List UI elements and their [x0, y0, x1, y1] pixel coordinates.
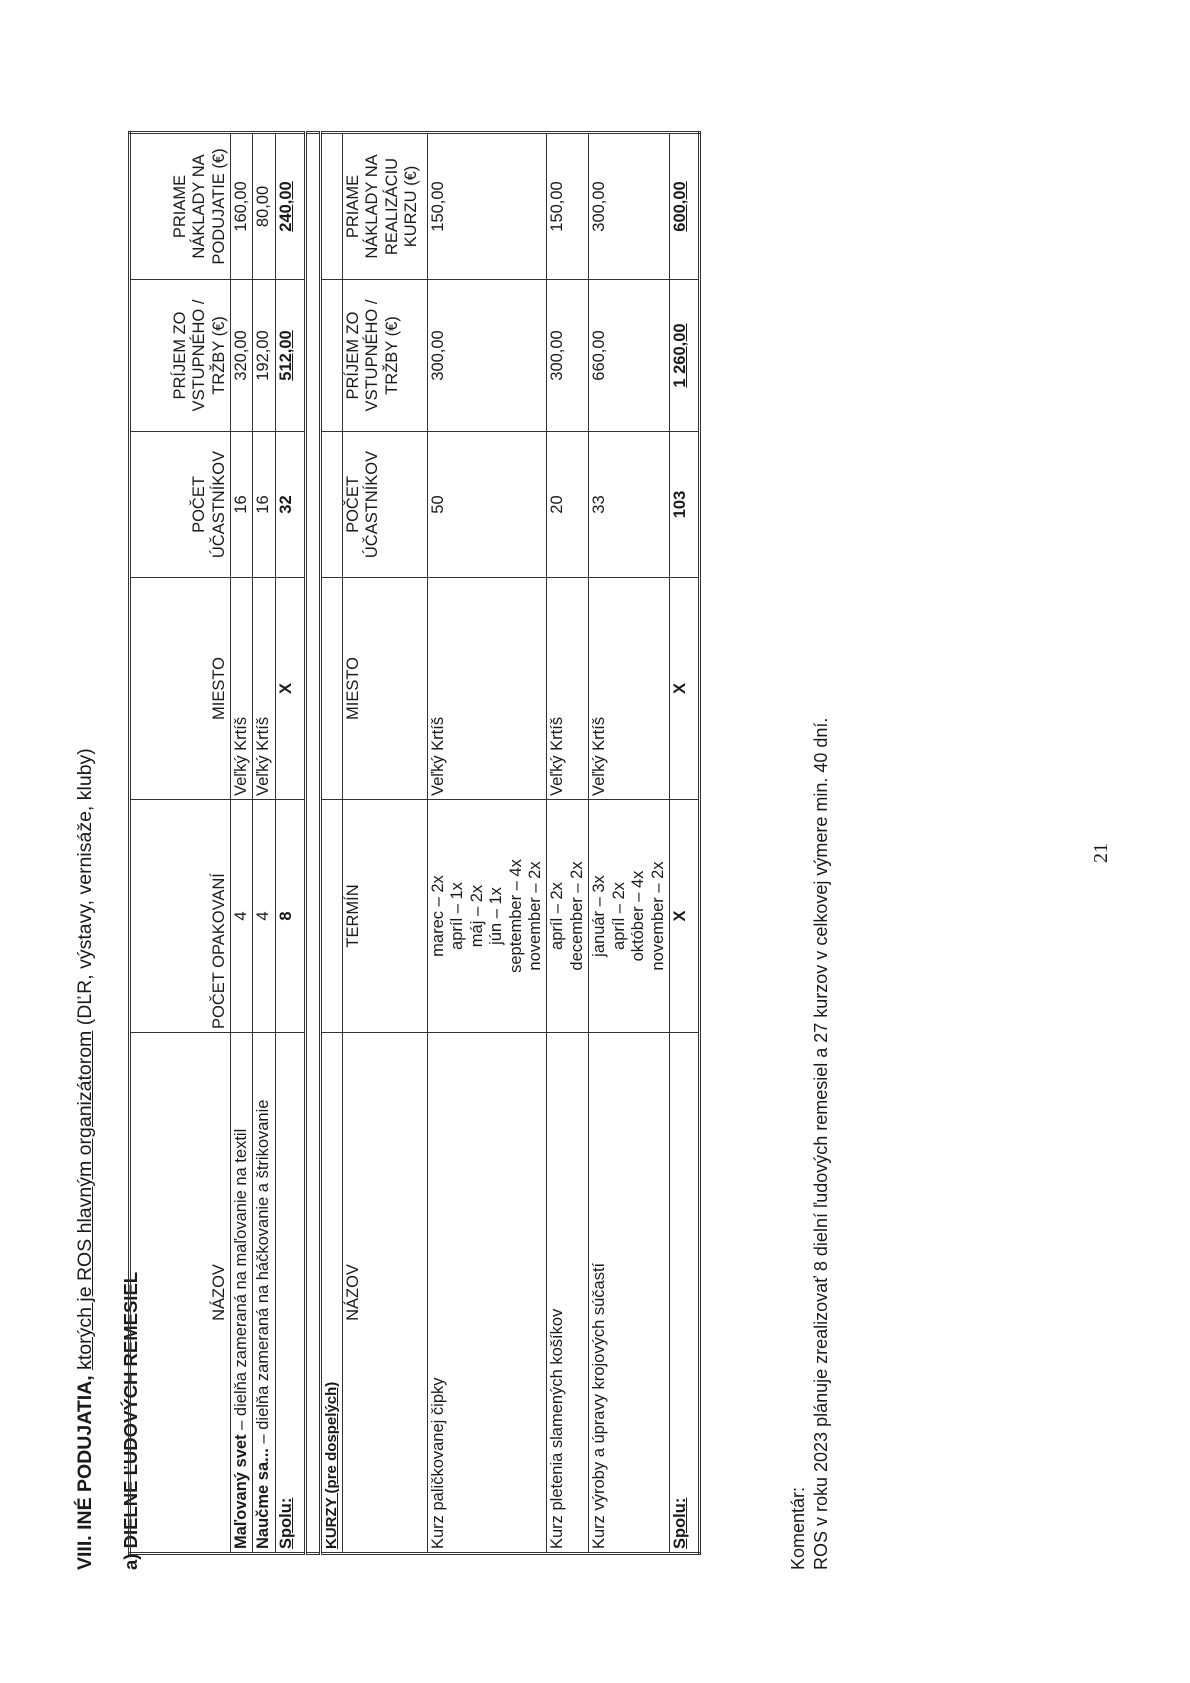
total-row [275, 133, 305, 1554]
term-line: november – 2x [648, 861, 667, 971]
table-row [427, 133, 547, 1554]
term-line: apríl – 2x [609, 882, 628, 950]
header-pocet-opakovani: POČET OPAKOVANÍ [130, 800, 231, 1033]
total-participants: 32 [275, 432, 305, 578]
row-costs: 300,00 [589, 133, 670, 280]
row-name-rest: – dielňa zameraná na maľovanie na textil [232, 1128, 250, 1435]
term-line: január – 3x [590, 875, 609, 957]
comment-label: Komentár: [788, 1486, 808, 1570]
total-label: Spolu: [275, 1033, 305, 1554]
row-place: Veľký Krtíš [427, 578, 547, 800]
term-line: september – 4x [506, 859, 525, 973]
table-row [589, 133, 670, 1554]
section-spacer [305, 133, 320, 1554]
row-participants: 16 [253, 432, 275, 578]
row-income: 192,00 [253, 280, 275, 432]
row-terms [427, 800, 547, 1033]
row-name-rest: – dielňa zameraná na háčkovanie a štrikovanie [254, 1099, 273, 1449]
header-prijem: PRÍJEM ZO VSTUPNÉHO / TRŽBY (€) [342, 280, 427, 432]
row-terms [589, 800, 670, 1033]
row-costs: 160,00 [231, 133, 253, 280]
kurzy-label-row [320, 133, 342, 1554]
subsection-heading: a) DIELNE ĽUDOVÝCH REMESIEL [120, 1271, 141, 1570]
row-place: Veľký Krtíš [231, 578, 253, 800]
term-line: marec – 2x [428, 875, 447, 957]
term-line: máj – 2x [467, 884, 486, 948]
row-participants: 50 [427, 432, 547, 578]
row-name-bold: Maľovaný svet [232, 1434, 250, 1549]
row-name: Kurz výroby a úpravy krojových súčastí [589, 1033, 670, 1554]
total-term: X [670, 800, 700, 1033]
header-naklady: PRIAME NÁKLADY NA PODUJATIE (€) [130, 133, 231, 280]
table-row [253, 133, 275, 1554]
comment-block [787, 718, 833, 1570]
header-naklady: PRIAME NÁKLADY NA REALIZÁCIU KURZU (€) [342, 133, 427, 280]
row-income: 300,00 [547, 280, 589, 432]
term-line: jún – 1x [487, 887, 506, 945]
row-participants: 20 [547, 432, 589, 578]
kurzy-header-row [342, 133, 427, 1554]
heading-rest: (DĽR, výstavy, vernisáže, kluby) [74, 748, 96, 1031]
comment-text: ROS v roku 2023 plánuje zrealizovať 8 dielní ľudových remesiel a 27 kurzov v celkovej výmere min. 40 dní. [811, 717, 832, 1570]
events-table [128, 131, 701, 1555]
row-name: Kurz paličkovanej čipky [427, 1033, 547, 1554]
row-participants: 33 [589, 432, 670, 578]
total-place: X [670, 578, 700, 800]
header-miesto: MIESTO [130, 578, 231, 800]
heading-bold: VIII. INÉ PODUJATIA, [74, 1375, 96, 1570]
header-pocet-ucastnikov: POČET ÚČASTNÍKOV [130, 432, 231, 578]
row-income: 320,00 [231, 280, 253, 432]
row-place: Veľký Krtíš [589, 578, 670, 800]
total-participants: 103 [670, 432, 700, 578]
header-nazov: NÁZOV [130, 1033, 231, 1554]
total-costs: 240,00 [275, 133, 305, 280]
row-income: 300,00 [427, 280, 547, 432]
header-prijem: PRÍJEM ZO VSTUPNÉHO / TRŽBY (€) [130, 280, 231, 432]
total-costs: 600,00 [670, 133, 700, 280]
dielne-header-row [130, 133, 231, 1554]
row-name: Kurz pletenia slamených košíkov [547, 1033, 589, 1554]
term-line: apríl – 1x [448, 882, 467, 950]
header-pocet-ucastnikov: POČET ÚČASTNÍKOV [342, 432, 427, 578]
total-row [670, 133, 700, 1554]
section-heading [74, 748, 97, 1570]
term-line: október – 4x [629, 870, 648, 962]
term-line: december – 2x [567, 861, 586, 971]
row-name-bold: Naučme sa... [254, 1448, 273, 1549]
total-place: X [275, 578, 305, 800]
row-costs: 150,00 [427, 133, 547, 280]
kurzy-section-label: KURZY (pre dospelých) [320, 1033, 342, 1554]
row-costs: 80,00 [253, 133, 275, 280]
header-termin: TERMÍN [342, 800, 427, 1033]
table-row [547, 133, 589, 1554]
row-count: 4 [231, 800, 253, 1033]
row-costs: 150,00 [547, 133, 589, 280]
row-place: Veľký Krtíš [253, 578, 275, 800]
row-terms [547, 800, 589, 1033]
header-nazov: NÁZOV [342, 1033, 427, 1554]
row-participants: 16 [231, 432, 253, 578]
heading-underlined: ktorých je ROS hlavným organizátorom [74, 1030, 96, 1370]
header-miesto: MIESTO [342, 578, 427, 800]
term-line: apríl – 2x [548, 882, 567, 950]
total-label: Spolu: [670, 1033, 700, 1554]
total-count: 8 [275, 800, 305, 1033]
row-place: Veľký Krtíš [547, 578, 589, 800]
row-name [253, 1033, 275, 1554]
row-income: 660,00 [589, 280, 670, 432]
term-line: november – 2x [525, 861, 544, 971]
page-number: 21 [1090, 843, 1112, 863]
row-count: 4 [253, 800, 275, 1033]
total-income: 512,00 [275, 280, 305, 432]
row-name [231, 1033, 253, 1554]
table-row [231, 133, 253, 1554]
total-income: 1 260,00 [670, 280, 700, 432]
